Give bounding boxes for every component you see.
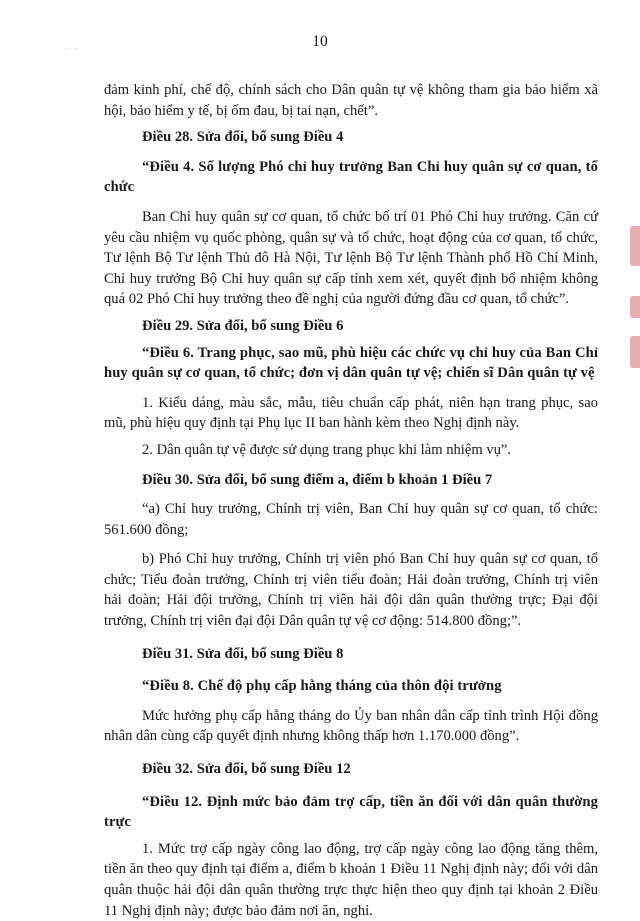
page-number: 10 [312, 33, 328, 50]
article-29-heading: Điều 29. Sửa đổi, bổ sung Điều 6 [142, 317, 344, 334]
scan-speck: · [64, 44, 68, 55]
article-28-heading: Điều 28. Sửa đổi, bổ sung Điều 4 [142, 129, 344, 146]
article-6-clause-2: 2. Dân quân tự vệ được sử dụng trang phục khi làm nhiệm vụ”. [142, 441, 512, 458]
article-12-title: “Điều 12. Định mức bảo đảm trợ cấp, tiền ăn đối với dân quân thường trực [104, 793, 598, 831]
seal-stamp-fragment [630, 336, 640, 368]
article-31-heading: Điều 31. Sửa đổi, bổ sung Điều 8 [142, 645, 344, 662]
seal-stamp-fragment [630, 226, 640, 266]
article-7-point-b: b) Phó Chỉ huy trưởng, Chính trị viên phó Ban Chỉ huy quân sự cơ quan, tổ chức; Tiểu đoàn trưởng, Chính trị viên tiểu đoàn; Hải đoàn trưởng, Chính trị viên hải đoàn; Hải đội trưởng, Chính trị viên hải đội dân quân thường trực; Đại đội trưởng, Chính trị viên đại đội Dân quân tự vệ cơ động: 514.800 đồng;”. [104, 551, 598, 630]
article-6-title: “Điều 6. Trang phục, sao mũ, phù hiệu các chức vụ chỉ huy của Ban Chỉ huy quân sự cơ quan, tổ chức; đơn vị dân quân tự vệ; chiến sĩ Dân quân tự vệ [104, 344, 598, 382]
paragraph-continuation: đảm kinh phí, chế độ, chính sách cho Dân quân tự vệ không tham gia bảo hiểm xã hội, bảo hiểm y tế, bị ốm đau, bị tai nạn, chết”. [104, 82, 598, 119]
article-32-heading: Điều 32. Sửa đổi, bổ sung Điều 12 [142, 761, 351, 778]
seal-stamp-fragment [630, 296, 640, 318]
document-body [104, 80, 598, 921]
article-6-clause-1: 1. Kiểu dáng, màu sắc, mẫu, tiêu chuẩn cấp phát, niên hạn trang phục, sao mũ, phù hiệu quy định tại Phụ lục II ban hành kèm theo Nghị định này. [104, 394, 598, 432]
article-4-title: “Điều 4. Số lượng Phó chỉ huy trưởng Ban Chỉ huy quân sự cơ quan, tổ chức [104, 158, 598, 196]
article-7-point-a: “a) Chỉ huy trưởng, Chính trị viên, Ban Chỉ huy quân sự cơ quan, tổ chức: 561.600 đồng; [104, 501, 598, 538]
article-8-body: Mức hưởng phụ cấp hằng tháng do Ủy ban nhân dân cấp tỉnh trình Hội đồng nhân dân cùng cấp quyết định nhưng không thấp hơn 1.170.000 đồng”. [104, 707, 598, 745]
scan-speck: · [74, 44, 78, 55]
article-12-clause-1: 1. Mức trợ cấp ngày công lao động, trợ cấp ngày công lao động tăng thêm, tiền ăn theo quy định tại điểm a, điểm b khoản 1 Điều 11 Nghị định này; đối với dân quân thuộc hải đội dân quân thường trực thực hiện theo quy định tại khoản 2 Điều 11 Nghị định này; được bảo đảm nơi ăn, nghỉ. [104, 840, 598, 919]
article-30-heading: Điều 30. Sửa đổi, bổ sung điểm a, điểm b khoản 1 Điều 7 [142, 471, 493, 488]
article-8-title: “Điều 8. Chế độ phụ cấp hằng tháng của thôn đội trưởng [142, 678, 502, 695]
article-4-body: Ban Chỉ huy quân sự cơ quan, tổ chức bố trí 01 Phó Chỉ huy trưởng. Căn cứ yêu cầu nhiệm vụ quốc phòng, quân sự và tổ chức, hoạt động của cơ quan, tổ chức, Tư lệnh Bộ Tư lệnh Thủ đô Hà Nội, Tư lệnh Bộ Tư lệnh Thành phố Hồ Chí Minh, Chỉ huy trưởng Bộ Chỉ huy quân sự cấp tỉnh xem xét, quyết định bổ nhiệm không quá 02 Phó Chỉ huy trưởng theo đề nghị của người đứng đầu cơ quan, tổ chức”. [104, 208, 598, 308]
